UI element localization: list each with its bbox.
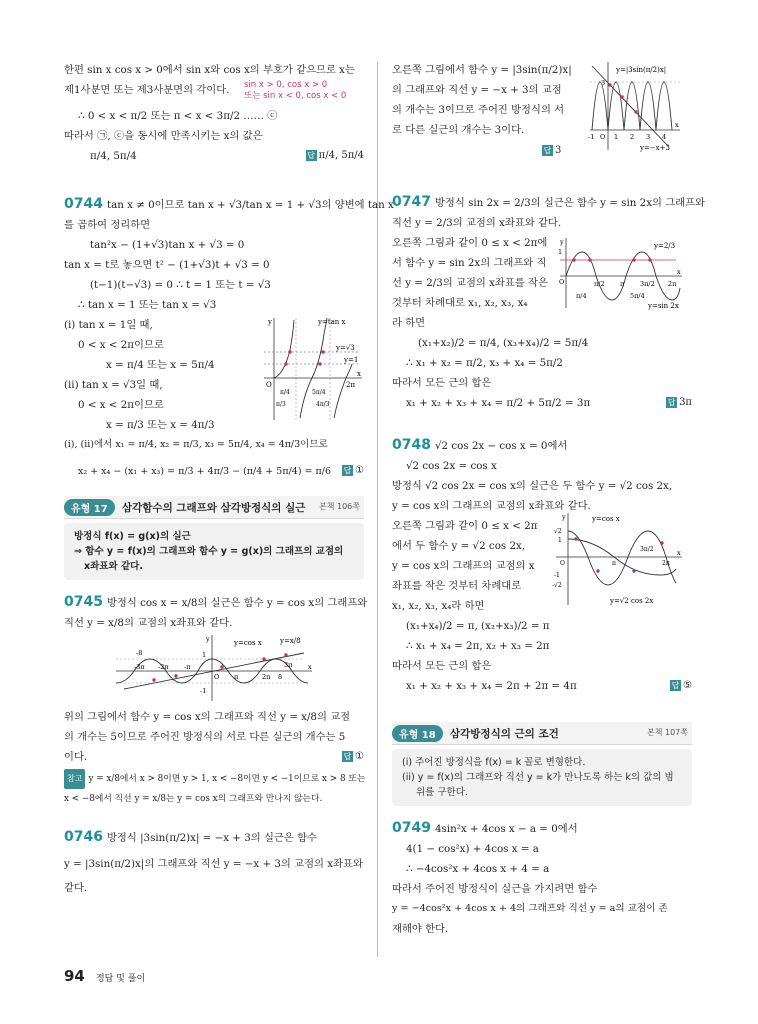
text-span: tan x ≠ 0이므로 tan x + √3/tan x = 1 + √3의 양변에 tan x [106,199,394,211]
graph-label: 3π/2 [640,546,654,553]
type17-header [64,496,364,519]
graph-label: y=|3sin(π/2)x| [616,66,667,74]
abs-sin-graph [586,60,682,152]
answer-badge [342,747,364,767]
text-line: 제1사분면 또는 제3사분면의 각이다. [64,84,230,96]
graph-label: 8 [278,673,283,681]
page-number: 94 [64,967,85,985]
axis-label: x [677,549,681,557]
intersection-point [288,350,291,353]
graph-label: 1 [558,248,563,256]
answer-text: ⑤ [683,680,692,691]
left-column [64,60,394,898]
intersection-point [632,569,635,572]
text-span: y = x/8에서 x > 8이면 y > 1, x < −8이면 y < −1이므로 x > 8 또는 [88,774,366,784]
answer-text: ① [355,465,364,476]
footer-title: 정답 및 풀이 [95,974,146,984]
text-span: 4sin²x + 4cos x − a = 0에서 [434,823,578,835]
text-line: 0 < x < 2π이므로 [78,399,164,411]
intersection-point [648,258,651,261]
abs-sin-curve [592,82,672,130]
text-line: (i), (ii)에서 x₁ = π/4, x₂ = π/3, x₃ = 5π/4, x₄ = 4π/3이므로 [64,439,328,450]
intersection-point [284,653,287,656]
answer-badge [306,146,364,166]
graph-label: 3 [646,133,651,141]
answer-badge [670,676,692,696]
axis-label: x [675,121,679,129]
graph-label: 1 [614,133,619,141]
cos-sqrt2cos2x-graph [552,511,684,607]
problem-0744 [64,194,394,482]
graph-label: 3π [284,661,293,669]
graph-label: 3π/2 [640,280,655,288]
answer-icon: 답 [543,146,552,155]
text-line: 의 개수는 5이므로 주어진 방정식의 서로 다른 실근의 개수는 5 [64,731,346,743]
graph-label: y=√2 cos 2x [610,597,654,605]
answer-badge [666,393,692,413]
answer-line [64,146,364,166]
answer-text: 3π [679,397,692,408]
sin2x-graph [556,236,684,310]
answer-badge [342,461,364,481]
text-span: 방정식 cos x = x/8의 실근은 함수 y = cos x의 그래프와 [106,597,368,609]
text-line: 0 < x < 2π이므로 [78,339,164,351]
graph-label: 2π [668,280,677,288]
problem-number: 0744 [64,196,103,212]
answer-icon: 답 [671,681,680,690]
problem-0745 [64,592,368,809]
graph-label: y=2/3 [654,242,676,250]
text-line: ∴ tan x = 1 또는 tan x = √3 [78,299,217,311]
type-title: 삼각방정식의 근의 조건 [450,728,559,740]
concept-line: (i) 주어진 방정식을 f(x) = k 꼴로 변형한다. [402,757,586,768]
tan-branch [274,320,294,378]
text-line: x = π/3 또는 x = 4π/3 [106,419,215,431]
text-line: 를 곱하여 정리하면 [64,219,151,231]
graph-label: π [612,560,616,567]
text-line: ∴ 0 < x < π/2 또는 π < x < 3π/2 …… ⓒ [78,110,278,122]
text-line: y = |3sin(π/2)x|의 그래프와 직선 y = −x + 3의 교점의 x좌표와 [64,858,363,870]
intersection-point [588,258,591,261]
graph-label: y=x/8 [280,637,301,645]
answer-icon: 답 [343,752,352,761]
text-line: 좌표를 작은 것부터 차례대로 [392,580,522,592]
intersection-point [220,665,223,668]
answer-icon: 답 [667,398,676,407]
intersection-point [608,83,611,86]
text-line: (x₁+x₂)/2 = π/4, (x₃+x₄)/2 = 5π/4 [418,337,589,349]
graph-label: -1 [588,133,595,141]
text-span: √2 cos 2x − cos x = 0에서 [434,440,568,452]
text-line: 따라서 모든 근의 합은 [392,377,492,389]
graph-label: 5π/4 [630,292,645,300]
text-line: 오른쪽 그림에서 함수 y = |3sin(π/2)x| [392,64,572,76]
axis-label: y [268,318,272,326]
graph-label: -8 [136,649,143,657]
answer-icon: 답 [343,466,352,475]
concept-box [392,749,692,806]
text-line: (x₁+x₄)/2 = π, (x₂+x₃)/2 = π [406,620,550,632]
concept-line: 위를 구한다. [416,787,468,798]
text-line: 에서 두 함수 y = √2 cos 2x, [392,540,526,552]
tan-graph [260,314,364,422]
text-line: 것부터 차례대로 x₁, x₂, x₃, x₄ [392,297,528,309]
type-badge: 유형 18 [392,725,443,742]
text-line: 직선 y = 2/3의 교점의 x좌표와 같다. [392,217,562,229]
text-line: ∴ x₁ + x₂ = π/2, x₃ + x₄ = 5π/2 [406,357,563,369]
graph-label: y=−x+3 [640,144,670,152]
graph-label: π/2 [594,280,605,288]
text-line: 방정식 √2 cos 2x = cos x의 실근은 두 함수 y = √2 cos 2x, [392,480,673,492]
text-line: 라 하면 [392,317,426,329]
problem-0747 [392,192,706,413]
intersection-point [318,362,321,365]
text-span: x₂ + x₄ − (x₁ + x₃) = π/3 + 4π/3 − (π/4 + 5π/4) = π/6 [78,466,332,477]
note-line: sin x > 0, cos x > 0 [244,80,328,90]
ref-tag: 참고 [64,769,85,789]
text-line: 의 그래프와 직선 y = −x + 3의 교점 [392,84,562,96]
intersection-point [660,541,663,544]
axis-label: x [308,663,312,671]
graph-label: 5π/4 [312,389,326,396]
text-span: 방정식 sin 2x = 2/3의 실근은 함수 y = sin 2x의 그래프와 [434,197,706,209]
graph-label: y=1 [344,356,359,364]
problem-number: 0745 [64,594,103,610]
text-line: (t−1)(t−√3) = 0 ∴ t = 1 또는 t = √3 [90,279,271,291]
graph-label: -π [184,663,191,671]
problem-number: 0746 [64,829,103,845]
text-line: x₁, x₂, x₃, x₄라 하면 [392,600,485,612]
text-line: 따라서 모든 근의 합은 [392,660,492,672]
text-span: π/4, 5π/4 [90,150,137,162]
text-line: 위의 그림에서 함수 y = cos x의 그래프와 직선 y = x/8의 교점 [64,711,351,723]
text-line: 한편 sin x cos x > 0에서 sin x와 cos x의 부호가 같으므로 x는 [64,64,355,76]
graph-label: 2π [662,560,670,567]
intersection-point [152,678,155,681]
margin-note [244,80,346,102]
intersection-point [596,569,599,572]
text-line: y = cos x의 그래프의 교점의 x좌표와 같다. [392,500,591,512]
intersection-point [632,258,635,261]
problem-0746 [64,827,364,898]
type-ref: 본책 106쪽 [319,502,360,511]
graph-label: O [560,560,565,567]
text-line: (ii) tan x = √3일 때, [64,379,163,391]
text-line: tan²x − (1+√3)tan x + √3 = 0 [90,239,245,251]
graph-label: O [600,133,606,141]
text-line: (i) tan x = 1일 때, [64,319,153,331]
answer-badge [542,145,561,156]
text-line: 따라서 ㉠, ⓒ을 동시에 만족시키는 x의 값은 [64,130,263,142]
answer-text: π/4, 5π/4 [318,150,364,161]
axis-label: y [206,635,210,643]
concept-box [64,523,364,580]
graph-label: π/4 [576,292,587,300]
axis-label: x [357,370,361,378]
problem-0749 [392,818,692,939]
text-line: 재해야 한다. [392,923,449,935]
text-line: 서 함수 y = sin 2x의 그래프와 직 [392,257,547,269]
graph-label: 2π [262,673,271,681]
note-line: 또는 sin x < 0, cos x < 0 [244,91,347,101]
graph-label: 1 [558,537,562,544]
text-line: ∴ x₁ + x₄ = 2π, x₂ + x₃ = 2π [406,640,550,652]
text-line: 로 다른 실근의 개수는 3이다. [392,124,525,136]
axis-label: y [560,238,564,246]
intersection-point [634,110,637,113]
graph-label: 2π [346,381,356,389]
graph-label: π/4 [280,389,290,396]
intersection-point [174,674,177,677]
text-line: tan x = t로 놓으면 t² − (1+√3)t + √3 = 0 [64,259,270,271]
intersection-point [572,258,575,261]
text-line: 따라서 주어진 방정식이 실근을 가지려면 함수 [392,883,598,895]
problem-number: 0747 [392,194,431,210]
graph-label: π [620,280,625,288]
text-line: 오른쪽 그림과 같이 0 ≤ x < 2π에 [392,237,548,249]
problem-0748 [392,435,692,696]
problem-number: 0749 [392,820,431,836]
graph-label: -1 [554,572,560,579]
concept-line: x좌표와 같다. [84,561,143,572]
graph-label: 4π/3 [316,401,330,408]
text-span: 이다. [64,751,88,763]
concept-line: (ii) y = f(x)의 그래프와 직선 y = k가 만나도록 하는 k의 값의 범 [402,772,674,783]
text-line: √2 cos 2x = cos x [406,460,497,472]
graph-label: 2 [630,133,635,141]
text-line: x = π/4 또는 x = 5π/4 [106,359,215,371]
column-divider [377,62,378,957]
graph-label: 3 [601,79,606,87]
concept-line: 방정식 f(x) = g(x)의 실근 [74,531,191,542]
axis-label: y [562,513,566,521]
page-footer [64,966,145,985]
graph-label: π [234,673,239,681]
text-line: 오른쪽 그림과 같이 0 ≤ x < 2π [392,520,538,532]
text-line: y = cos x의 그래프의 교점의 x [392,560,535,572]
text-line: 선 y = 2/3의 교점의 x좌표를 작은 [392,277,548,289]
graph-label: y=√3 [336,344,355,352]
graph-label: O [559,278,565,286]
type-title: 삼각함수의 그래프와 삼각방정식의 실근 [122,502,306,514]
text-span: 방정식 |3sin(π/2)x| = −x + 3의 실근은 함수 [106,832,317,844]
type-badge: 유형 17 [64,499,115,516]
intersection-point [620,95,623,98]
answer-text: 3 [555,145,562,156]
tan-branch [334,364,352,418]
intersection-point [574,537,577,540]
graph-label: 1 [202,651,207,659]
text-span: x₁ + x₂ + x₃ + x₄ = 2π + 2π = 4π [406,680,577,692]
concept-line: ⇒ 함수 y = f(x)의 그래프와 함수 y = g(x)의 그래프의 교점의 [74,546,344,557]
axis-label: x [677,268,681,276]
text-line: ∴ −4cos²x + 4cos x + 4 = a [406,863,550,875]
graph-label: 4 [662,133,667,141]
text-line: x < −8에서 직선 y = x/8는 y = cos x의 그래프와 만나지 않는다. [64,794,323,804]
text-line: 4(1 − cos²x) + 4cos x = a [406,843,539,855]
intersection-point [284,362,287,365]
graph-label: π/3 [276,401,286,408]
text-line: 의 개수는 3이므로 주어진 방정식의 서 [392,104,565,116]
type18-header [392,722,692,745]
cos-line-graph [114,633,314,703]
problem-number: 0748 [392,437,431,453]
text-line: y = −4cos²x + 4cos x + 4의 그래프와 직선 y = a의 교점이 존 [392,903,668,914]
text-span: x₁ + x₂ + x₃ + x₄ = π/2 + 5π/2 = 3π [406,397,591,409]
graph-label: -1 [200,687,207,695]
graph-label: y=sin 2x [648,302,679,310]
graph-label: y=cos x [592,515,620,523]
intersection-point [321,350,324,353]
graph-label: y=cos x [234,639,262,647]
graph-label: y=tan x [318,318,346,326]
type-ref: 본책 107쪽 [647,728,688,737]
graph-label: O [266,381,272,389]
intersection-point [262,657,265,660]
answer-icon: 답 [307,151,316,160]
problem-0746-continued [392,60,692,170]
text-line: 직선 y = x/8의 교점의 x좌표와 같다. [64,617,233,629]
graph-label: -√2 [552,582,562,589]
sqrt2-cos2x-curve [568,531,676,585]
graph-label: O [214,673,220,681]
text-line: 같다. [64,882,88,894]
answer-text: ① [355,751,364,762]
graph-label: -2π [158,663,169,671]
right-column [392,60,706,939]
graph-label: -3π [134,663,145,671]
graph-label: √2 [554,528,562,535]
